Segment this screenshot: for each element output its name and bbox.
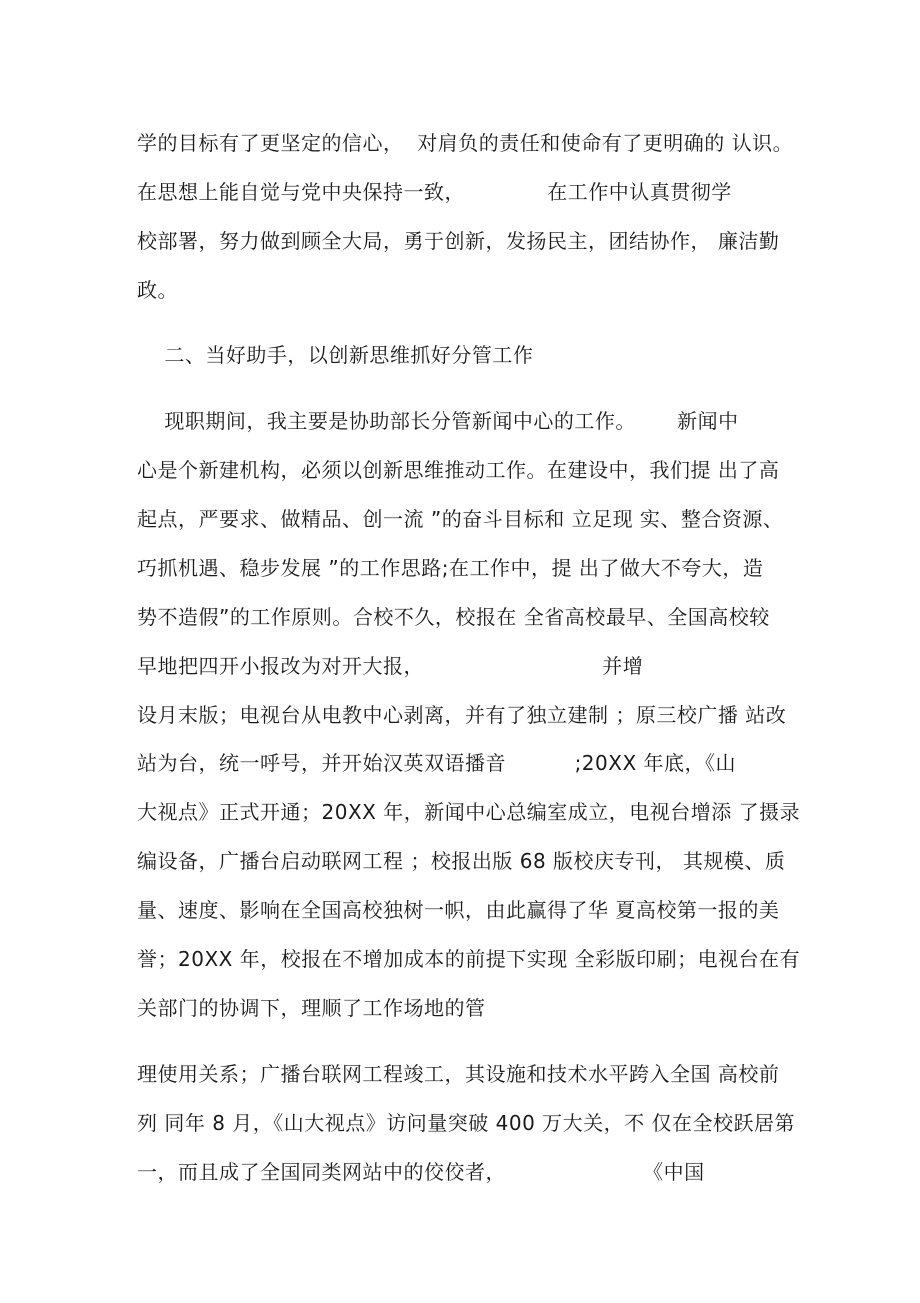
text-line: 巧抓机遇、稳步发展 ”的工作思路;在工作中，提 出了做大不夸大，造 <box>137 556 764 580</box>
text-line: 设月末版；电视台从电教中心剥离，并有了独立建制 ；原三校广播 站改 <box>137 703 787 727</box>
text-line: 早地把四开小报改为对开大报， 并增 <box>137 654 644 678</box>
text-line: 政。 <box>137 278 178 302</box>
text-line: 理使用关系；广播台联网工程竣工，其设施和技术水平跨入全国 高校前 <box>137 1062 780 1086</box>
text-line: 学的目标有了更坚定的信心， 对肩负的责任和使命有了更明确的 认识。 <box>137 131 794 155</box>
text-line: 一，而且成了全国同类网站中的佼佼者， 《中国 <box>137 1160 705 1184</box>
text-line: 编设备，广播台启动联网工程 ；校报出版 68 版校庆专刊， 其规模、质 <box>137 849 786 873</box>
text-line: 校部署，努力做到顾全大局，勇于创新，发扬民主，团结协作， 廉洁勤 <box>137 229 780 253</box>
text-line: 大视点》正式开通；20XX 年，新闻中心总编室成立，电视台增添 了摄录 <box>137 800 801 824</box>
text-line: 心是个新建机构，必须以创新思维推动工作。在建设中，我们提 出了高 <box>137 458 780 482</box>
text-line: 现职期间，我主要是协助部长分管新闻中心的工作。 新闻中 <box>137 409 739 433</box>
text-line: 誉；20XX 年，校报在不增加成本的前提下实现 全彩版印刷；电视台在有 <box>137 947 801 971</box>
text-line: 起点，严要求、做精品、创一流 ”的奋斗目标和 立足现 实、整合资源、 <box>137 507 784 531</box>
section-heading: 二、当好助手，以创新思维抓好分管工作 <box>137 343 534 367</box>
text-line: 站为台，统一呼号，并开始汉英双语播音 ;20XX 年底，《山 <box>137 751 737 775</box>
text-line: 列 同年 8 月，《山大视点》访问量突破 400 万大关，不 仅在全校跃居第 <box>137 1111 796 1135</box>
text-line: 势不造假”的工作原则。合校不久，校报在 全省高校最早、全国高校较 <box>137 605 770 629</box>
text-line: 在思想上能自觉与党中央保持一致， 在工作中认真贯彻学 <box>137 180 732 204</box>
text-line: 关部门的协调下，理顺了工作场地的管 <box>137 996 486 1020</box>
text-line: 量、速度、影响在全国高校独树一帜，由此赢得了华 夏高校第一报的美 <box>137 898 780 922</box>
